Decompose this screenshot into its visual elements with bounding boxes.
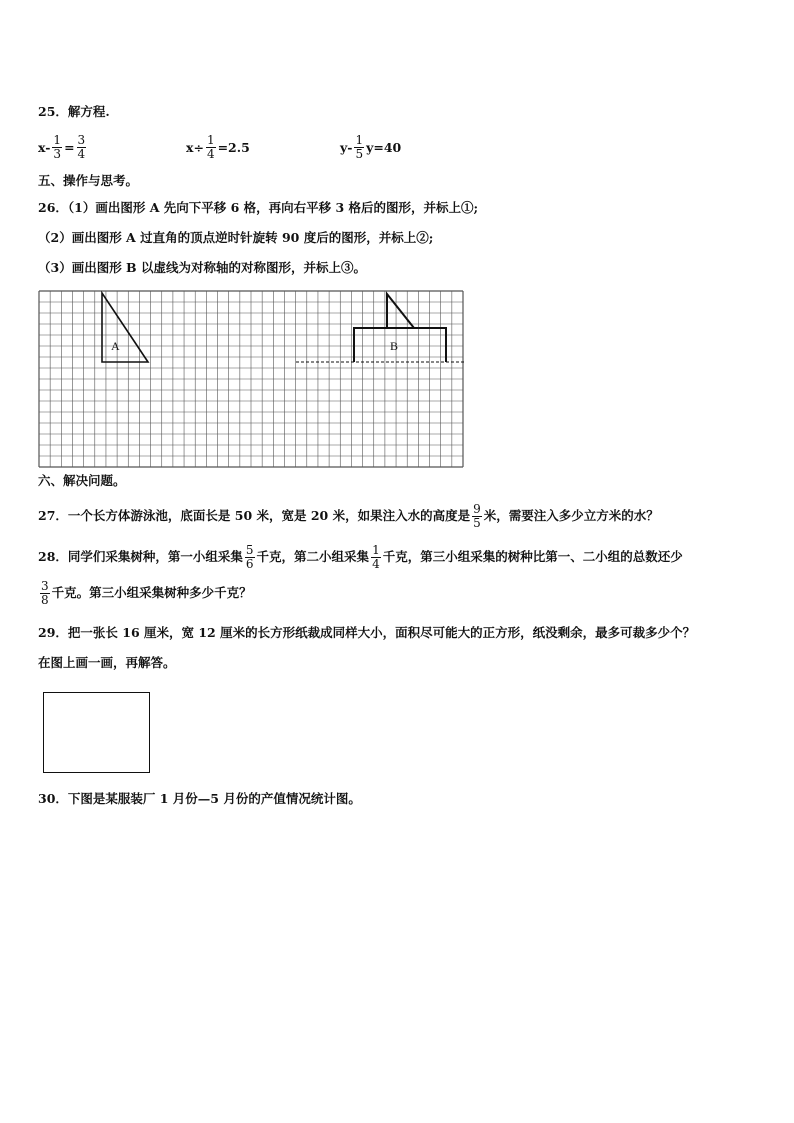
q26-line-1: 26．（1）画出图形 A 先向下平移 6 格，再向右平移 3 格后的图形，并标上①; (38, 200, 479, 215)
eq2-fraction (206, 134, 216, 161)
q29-line-2: 在图上画一画，再解答。 (38, 655, 176, 670)
shape-b-flag (387, 294, 414, 328)
q28-fraction-1 (245, 544, 255, 571)
q28-text-line-1 (38, 544, 683, 571)
q25-title: 25．解方程. (38, 104, 110, 119)
section-5-heading: 五、操作与思考。 (38, 173, 139, 188)
eq1-equals: = (64, 140, 75, 155)
shape-b-label: B (390, 339, 399, 353)
eq3-fraction (354, 134, 364, 161)
eq3-denominator: 5 (355, 147, 364, 161)
eq1-f2-denominator: 4 (77, 147, 86, 161)
q28-text-line-2 (38, 580, 252, 607)
eq2-prefix: x÷ (186, 140, 204, 155)
q28-f3-denominator: 8 (41, 593, 49, 607)
q25-equation-1 (38, 134, 88, 161)
eq1-f2-numerator: 3 (77, 133, 86, 147)
q28-fraction-2 (371, 544, 381, 571)
eq1-prefix: x- (38, 140, 51, 155)
q28-text-d: 千克。第三小组采集树种多少千克？ (51, 585, 252, 600)
eq1-f1-denominator: 3 (53, 147, 62, 161)
eq2-suffix: =2.5 (217, 140, 250, 155)
eq1-fraction-2 (77, 134, 87, 161)
q28-f1-denominator: 6 (245, 557, 254, 571)
q28-f2-denominator: 4 (372, 557, 380, 571)
eq2-numerator: 1 (206, 133, 215, 147)
q27-numerator: 9 (473, 502, 481, 516)
eq3-prefix: y- (340, 140, 353, 155)
q26-line-2: （2）画出图形 A 过直角的顶点逆时针旋转 90 度后的图形，并标上②; (38, 230, 434, 245)
shape-a-label: A (111, 339, 120, 353)
q27-text (38, 503, 659, 530)
eq1-f1-numerator: 1 (53, 133, 62, 147)
eq3-suffix: y=40 (366, 140, 402, 155)
q27-fraction (472, 503, 482, 530)
q28-f3-numerator: 3 (41, 579, 49, 593)
eq1-fraction-1 (52, 134, 62, 161)
q28-f1-numerator: 5 (245, 543, 254, 557)
q28-f2-numerator: 1 (372, 543, 380, 557)
q28-text-a: 28．同学们采集树种，第一小组采集 (38, 549, 243, 564)
q27-text-a: 27．一个长方体游泳池，底面长是 50 米，宽是 20 米，如果注入水的高度是 (38, 508, 471, 523)
q27-text-b: 米，需要注入多少立方米的水？ (483, 508, 659, 523)
q27-denominator: 5 (473, 516, 481, 530)
section-6-heading: 六、解决问题。 (38, 473, 126, 488)
answer-drawing-box[interactable] (43, 692, 150, 773)
eq3-numerator: 1 (355, 133, 364, 147)
q28-text-b: 千克，第二小组采集 (256, 549, 370, 564)
q25-equation-2 (186, 134, 250, 161)
q29-line-1: 29．把一张长 16 厘米，宽 12 厘米的长方形纸裁成同样大小，面积尽可能大的正方形，纸没剩余，最多可裁多少个？ (38, 625, 696, 640)
q28-fraction-3 (40, 580, 50, 607)
q26-line-3: （3）画出图形 B 以虚线为对称轴的对称图形，并标上③。 (38, 260, 366, 275)
q30-line-1: 30．下图是某服装厂 1 月份—5 月份的产值情况统计图。 (38, 791, 361, 806)
grid-figure (38, 290, 464, 468)
q28-text-c: 千克，第三小组采集的树种比第一、二小组的总数还少 (382, 549, 683, 564)
eq2-denominator: 4 (206, 147, 215, 161)
q25-equation-3 (340, 134, 401, 161)
shape-a-triangle (102, 293, 148, 362)
